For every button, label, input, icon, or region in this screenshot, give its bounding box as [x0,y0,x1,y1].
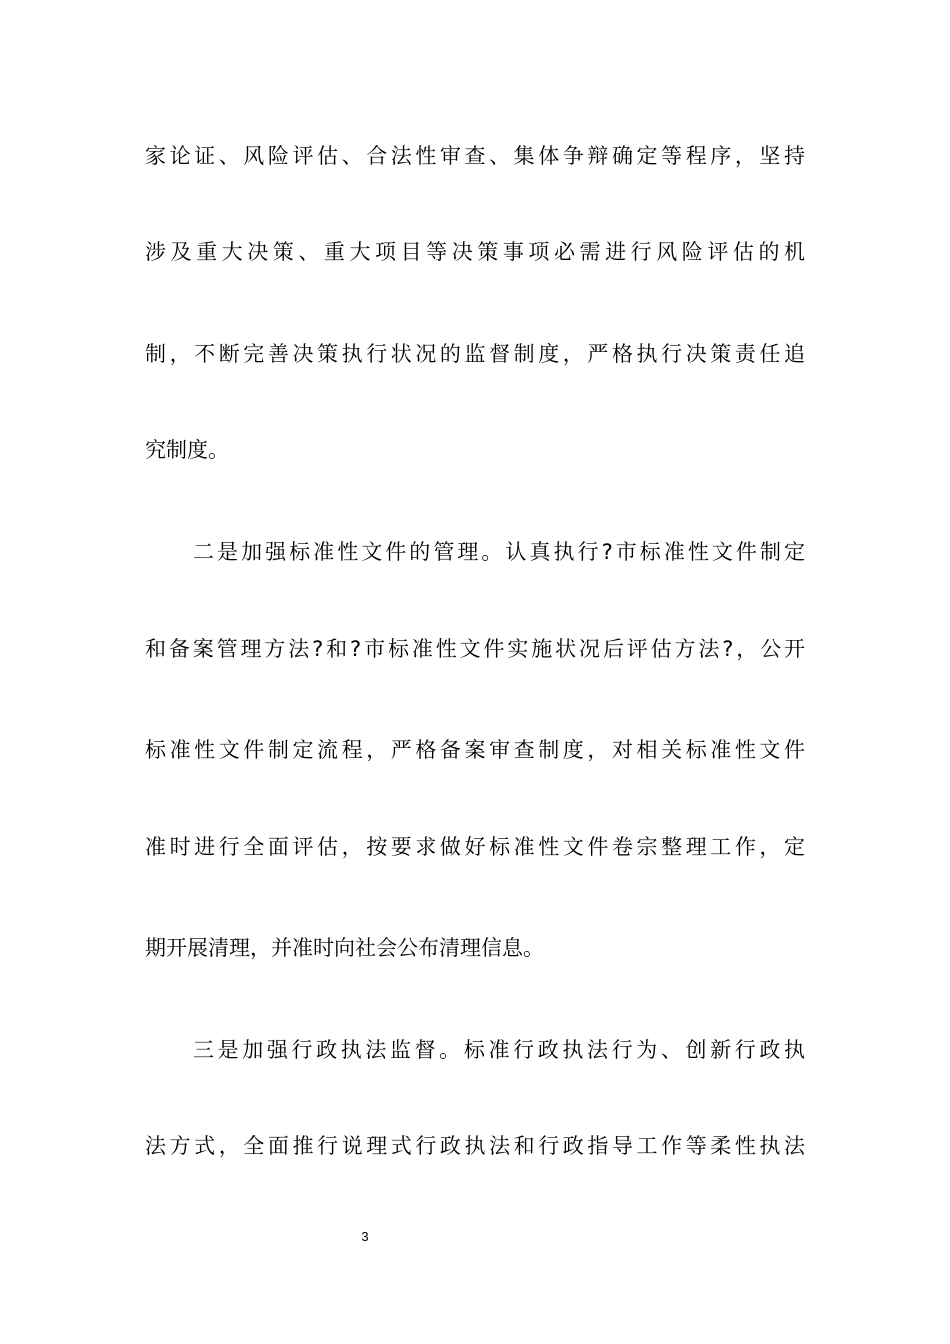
page-number: 3 [361,1229,369,1244]
text-line: 制，不断完善决策执行状况的监督制度，严格执行决策责任追 [145,342,805,366]
text-line: 法方式，全面推行说理式行政执法和行政指导工作等柔性执法 [145,1134,805,1158]
text-line: 涉及重大决策、重大项目等决策事项必需进行风险评估的机 [145,240,805,264]
text-line: 和备案管理方法?和?市标准性文件实施状况后评估方法?，公开 [145,637,805,661]
text-line: 家论证、风险评估、合法性审查、集体争辩确定等程序，坚持 [145,144,805,168]
text-line: 准时进行全面评估，按要求做好标准性文件卷宗整理工作，定 [145,835,805,859]
text-line: 标准性文件制定流程，严格备案审查制度，对相关标准性文件 [145,738,805,762]
text-line: 期开展清理，并准时向社会公布清理信息。 [145,936,544,960]
text-line: 究制度。 [145,438,229,462]
paragraph-start-line: 三是加强行政执法监督。标准行政执法行为、创新行政执 [193,1038,805,1062]
paragraph-start-line: 二是加强标准性文件的管理。认真执行?市标准性文件制定 [193,540,805,564]
